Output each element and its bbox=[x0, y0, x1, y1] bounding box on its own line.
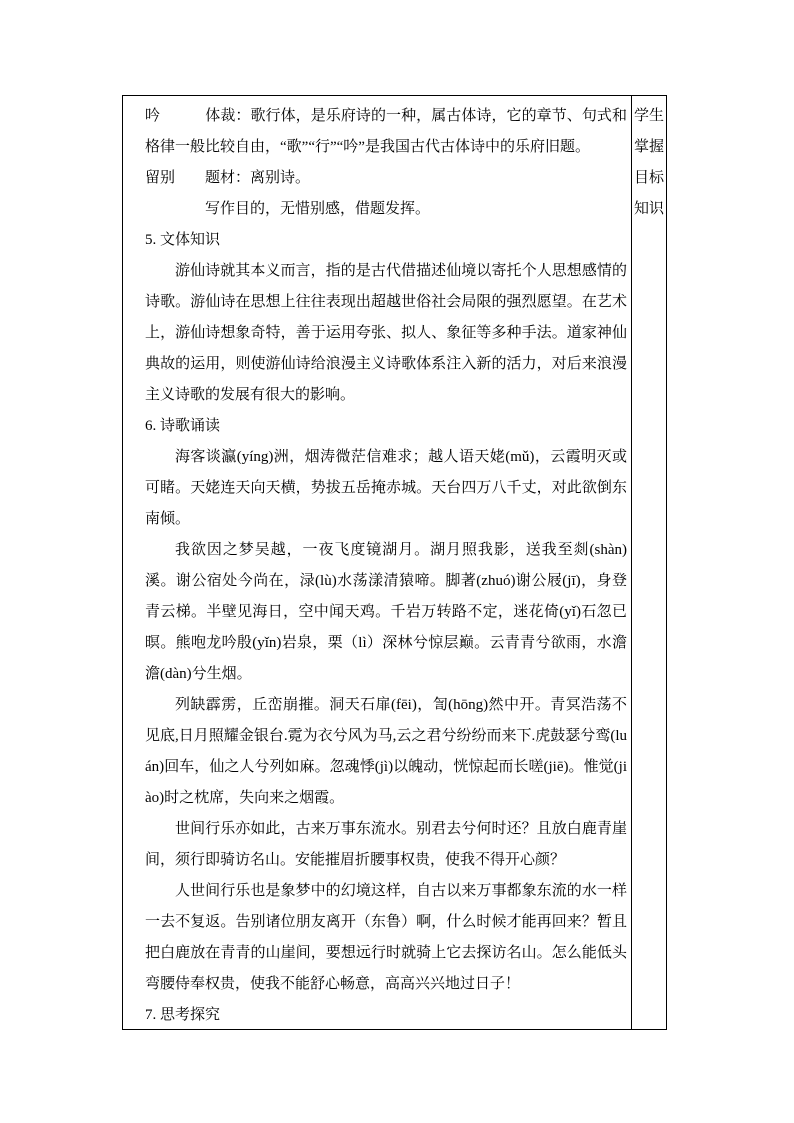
heading-5-literary-knowledge: 5. 文体知识 bbox=[145, 232, 221, 248]
side-label-line-2: 掌握 bbox=[634, 139, 665, 155]
heading-6-poem-recitation: 6. 诗歌诵读 bbox=[145, 418, 221, 434]
paragraph-youxian-poetry: 游仙诗就其本义而言，指的是古代借描述仙境以寄托个人思想感情的诗歌。游仙诗在思想上往往表现出超越世俗社会局限的强烈愿望。在艺术上，游仙诗想象奇特，善于运用夸张、拟人、象征等多种手法。道家神仙典故的运用，则使游仙诗给浪漫主义诗歌体系注入新的活力，对后来浪漫主义诗歌的发展有很大的影响。 bbox=[145, 263, 627, 403]
poem-stanza-4: 世间行乐亦如此，古来万事东流水。别君去兮何时还？且放白鹿青崖间，须行即骑访名山。安能摧眉折腰事权贵，使我不得开心颜？ bbox=[145, 821, 627, 868]
poem-stanza-2: 我欲因之梦吴越，一夜飞度镜湖月。湖月照我影，送我至剡(shàn)溪。谢公宿处今尚在，渌(lù)水荡漾清猿啼。脚著(zhuó)谢公屐(jī)，身登青云梯。半壁见海日，空中闻天鸡。千岩万转路不定，迷花倚(yǐ)石忽已暝。熊咆龙吟殷(yǐn)岩泉，栗（lì）深林兮惊层巅。云青青兮欲雨，水澹澹(dàn)兮生烟。 bbox=[145, 542, 627, 682]
side-label-line-1: 学生 bbox=[634, 108, 665, 124]
lesson-plan-table bbox=[122, 95, 667, 1030]
side-note-cell bbox=[632, 96, 667, 1029]
side-label-line-4: 知识 bbox=[634, 201, 665, 217]
poem-stanza-3: 列缺霹雳，丘峦崩摧。洞天石扉(fēi)，訇(hōng)然中开。青冥浩荡不见底,日月照耀金银台.霓为衣兮风为马,云之君兮纷纷而来下.虎鼓瑟兮鸾(luán)回车，仙之人兮列如麻。忽魂悸(jì)以魄动，恍惊起而长嗟(jiē)。惟觉(jiào)时之枕席，失向来之烟霞。 bbox=[145, 697, 627, 806]
paragraph-theme-liubie: 留别 题材：离别诗。 bbox=[145, 170, 311, 186]
paragraph-translation: 人世间行乐也是象梦中的幻境这样，自古以来万事都象东流的水一样一去不复返。告别诸位朋友离开（东鲁）啊，什么时候才能再回来？暂且把白鹿放在青青的山崖间，要想远行时就骑上它去探访名山。怎么能低头弯腰侍奉权贵，使我不能舒心畅意，高高兴兴地过日子！ bbox=[145, 883, 627, 992]
paragraph-genre-yin: 吟 体裁：歌行体，是乐府诗的一种，属古体诗，它的章节、句式和格律一般比较自由，“歌”“行”“吟”是我国古代古体诗中的乐府旧题。 bbox=[145, 108, 627, 155]
poem-stanza-1: 海客谈瀛(yíng)洲，烟涛微茫信难求；越人语天姥(mǔ)，云霞明灭或可睹。天姥连天向天横，势拔五岳掩赤城。天台四万八千丈，对此欲倒东南倾。 bbox=[145, 449, 627, 527]
heading-7-think-and-explore: 7. 思考探究 bbox=[145, 1007, 221, 1023]
side-label-line-3: 目标 bbox=[634, 170, 665, 186]
content-cell bbox=[122, 96, 632, 1029]
paragraph-writing-purpose: 写作目的，无惜别感，借题发挥。 bbox=[145, 201, 431, 217]
